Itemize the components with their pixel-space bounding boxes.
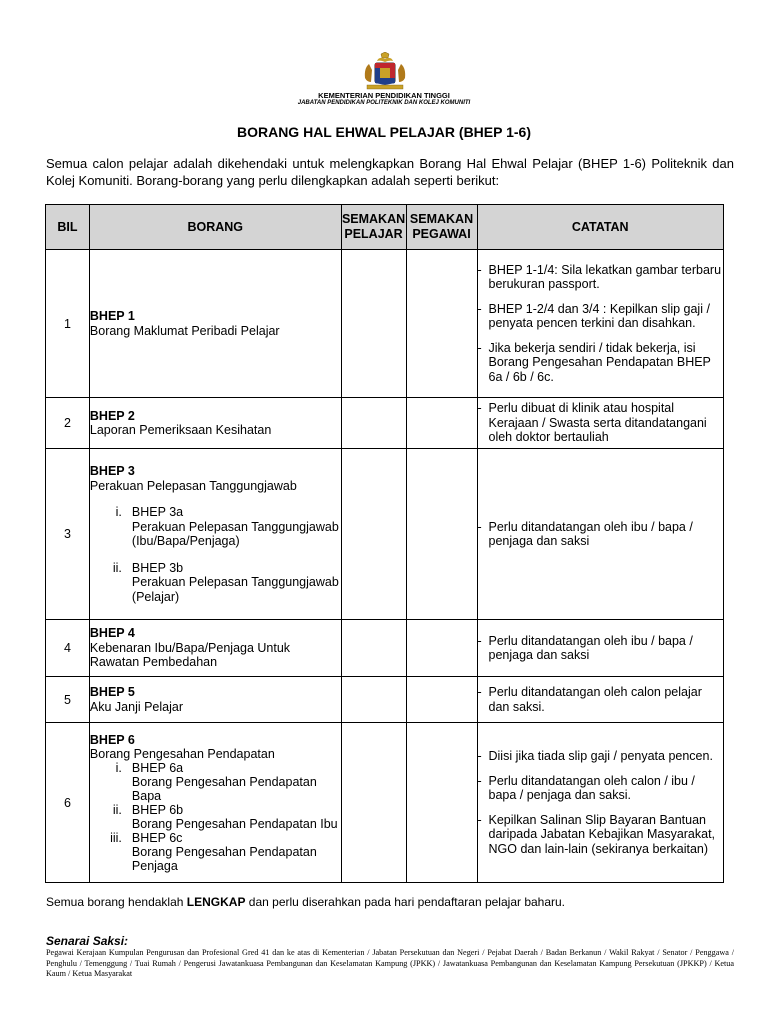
note-item: - Perlu ditandatangan oleh calon pelajar dan saksi. [477,685,702,714]
form-code: BHEP 1 [89,309,135,323]
form-description: Laporan Pemeriksaan Kesihatan [89,423,272,437]
form-description: Perakuan Pelepasan Tanggungjawab [89,478,297,493]
notes-cell [477,677,724,723]
notes-cell [477,250,724,398]
intro-paragraph: Semua calon pelajar adalah dikehendaki untuk melengkapkan Borang Hal Ehwal Pelajar (BHEP 1-6) Politeknik dan Kolej Komuniti. Borang-borang yang perlu dilengkapkan adalah seperti berikut: [46,156,734,188]
department-name: JABATAN PENDIDIKAN POLITEKNIK DAN KOLEJ KOMUNITI [297,100,471,106]
header-semakan-pelajar-line1: SEMAKAN [341,212,406,226]
form-description: Aku Janji Pelajar [89,699,184,714]
note-item: - Kepilkan Salinan Slip Bayaran Bantuan daripada Jabatan Kebajikan Masyarakat, NGO dan lain-lain (sekiranya berkaitan) [477,812,716,856]
note-item: - BHEP 1-2/4 dan 3/4 : Kepilkan slip gaji / penyata pencen terkini dan disahkan. [477,301,710,331]
sub-form-item: iii. BHEP 6c Borang Pengesahan Pendapatan Penjaga [110,830,317,873]
form-cell [89,398,341,449]
sub-form-item: ii. BHEP 6b Borang Pengesahan Pendapatan Ibu [112,802,338,831]
semakan-pelajar-checkbox[interactable] [341,677,406,723]
form-cell [89,620,341,677]
table-row [46,398,724,449]
note-item: - Perlu ditandatangan oleh ibu / bapa / penjaga dan saksi [477,519,693,548]
submission-note: Semua borang hendaklah LENGKAP dan perlu diserahkan pada hari pendaftaran pelajar baharu. [46,895,566,909]
form-code: BHEP 4 [89,626,135,641]
note-item: - BHEP 1-1/4: Sila lekatkan gambar terbaru berukuran passport. [477,262,722,292]
header-borang: BORANG [89,205,341,250]
form-description: Borang Pengesahan Pendapatan [89,746,275,761]
notes-cell [477,398,724,449]
witness-list-text: Pegawai Kerajaan Kumpulan Pengurusan dan Profesional Gred 41 dan ke atas di Kementerian / Jabatan Persekutuan dan Negeri / Pejabat Daerah / Badan Berkanun / Wakil Rakyat / Senator / Penggawa / Penghulu / Temenggung / Tuai Rumah / Pengerusi Jawatankuasa Pembangunan dan Keselamatan Kampung (JPKK) / Jawatankuasa Pembangunan dan Keselamatan Kampung Persekutuan (JPKKP) / Ketua Kaum / Ketua Masyarakat [46,948,734,978]
row-number: 2 [46,398,90,449]
semakan-pegawai-checkbox[interactable] [406,677,477,723]
row-number: 5 [46,677,90,723]
header-semakan-pelajar-line2: PELAJAR [344,227,403,241]
semakan-pelajar-checkbox[interactable] [341,449,406,620]
header-semakan-pelajar [341,205,406,250]
form-code: BHEP 5 [89,685,135,699]
row-number: 1 [46,250,90,398]
row-number: 6 [46,723,90,883]
table-header-row [46,205,724,250]
header-semakan-pegawai [406,205,477,250]
emphasis-lengkap: LENGKAP [186,895,246,909]
notes-cell [477,620,724,677]
semakan-pelajar-checkbox[interactable] [341,250,406,398]
table-row [46,677,724,723]
header-catatan: CATATAN [477,205,724,250]
semakan-pelajar-checkbox[interactable] [341,620,406,677]
note-item: - Diisi jika tiada slip gaji / penyata pencen. [477,749,713,763]
row-number: 4 [46,620,90,677]
note-item: - Perlu ditandatangan oleh ibu / bapa / penjaga dan saksi [477,633,693,662]
form-cell [89,449,341,620]
table-row [46,250,724,398]
table-row [46,723,724,883]
semakan-pelajar-checkbox[interactable] [341,723,406,883]
forms-table [45,204,724,883]
witness-list-title: Senarai Saksi: [46,934,129,948]
table-row [46,620,724,677]
semakan-pegawai-checkbox[interactable] [406,449,477,620]
form-cell [89,250,341,398]
form-code: BHEP 2 [89,408,135,423]
form-description: Kebenaran Ibu/Bapa/Penjaga Untuk Rawatan Pembedahan [89,640,291,670]
header-semakan-pegawai-line2: PEGAWAI [412,227,471,241]
coat-of-arms-logo [359,52,411,92]
form-cell [89,677,341,723]
header-semakan-pegawai-line1: SEMAKAN [409,212,474,226]
form-code: BHEP 6 [89,732,135,747]
notes-cell [477,449,724,620]
sub-form-item: i. BHEP 6a Borang Pengesahan Pendapatan Bapa [115,760,317,803]
form-cell [89,723,341,883]
semakan-pegawai-checkbox[interactable] [406,250,477,398]
note-item: - Perlu ditandatangan oleh calon / ibu / bapa / penjaga dan saksi. [477,773,695,802]
semakan-pegawai-checkbox[interactable] [406,398,477,449]
semakan-pegawai-checkbox[interactable] [406,620,477,677]
semakan-pelajar-checkbox[interactable] [341,398,406,449]
notes-cell [477,723,724,883]
table-row [46,449,724,620]
sub-form-item: i. BHEP 3a Perakuan Pelepasan Tanggungjawab (Ibu/Bapa/Penjaga) [115,505,339,548]
semakan-pegawai-checkbox[interactable] [406,723,477,883]
form-description: Borang Maklumat Peribadi Pelajar [89,323,280,338]
row-number: 3 [46,449,90,620]
ministry-name: KEMENTERIAN PENDIDIKAN TINGGI [318,91,450,100]
note-item: - Jika bekerja sendiri / tidak bekerja, isi Borang Pengesahan Pendapatan BHEP 6a / 6b / 6c. [477,340,711,384]
sub-form-item: ii. BHEP 3b Perakuan Pelepasan Tanggungjawab (Pelajar) [112,560,339,604]
note-item: - Perlu dibuat di klinik atau hospital Kerajaan / Swasta serta ditandatangani oleh doktor bertauliah [477,401,707,445]
form-code: BHEP 3 [89,464,135,478]
page-title: BORANG HAL EHWAL PELAJAR (BHEP 1-6) [236,124,532,140]
header-bil: BIL [46,205,90,250]
